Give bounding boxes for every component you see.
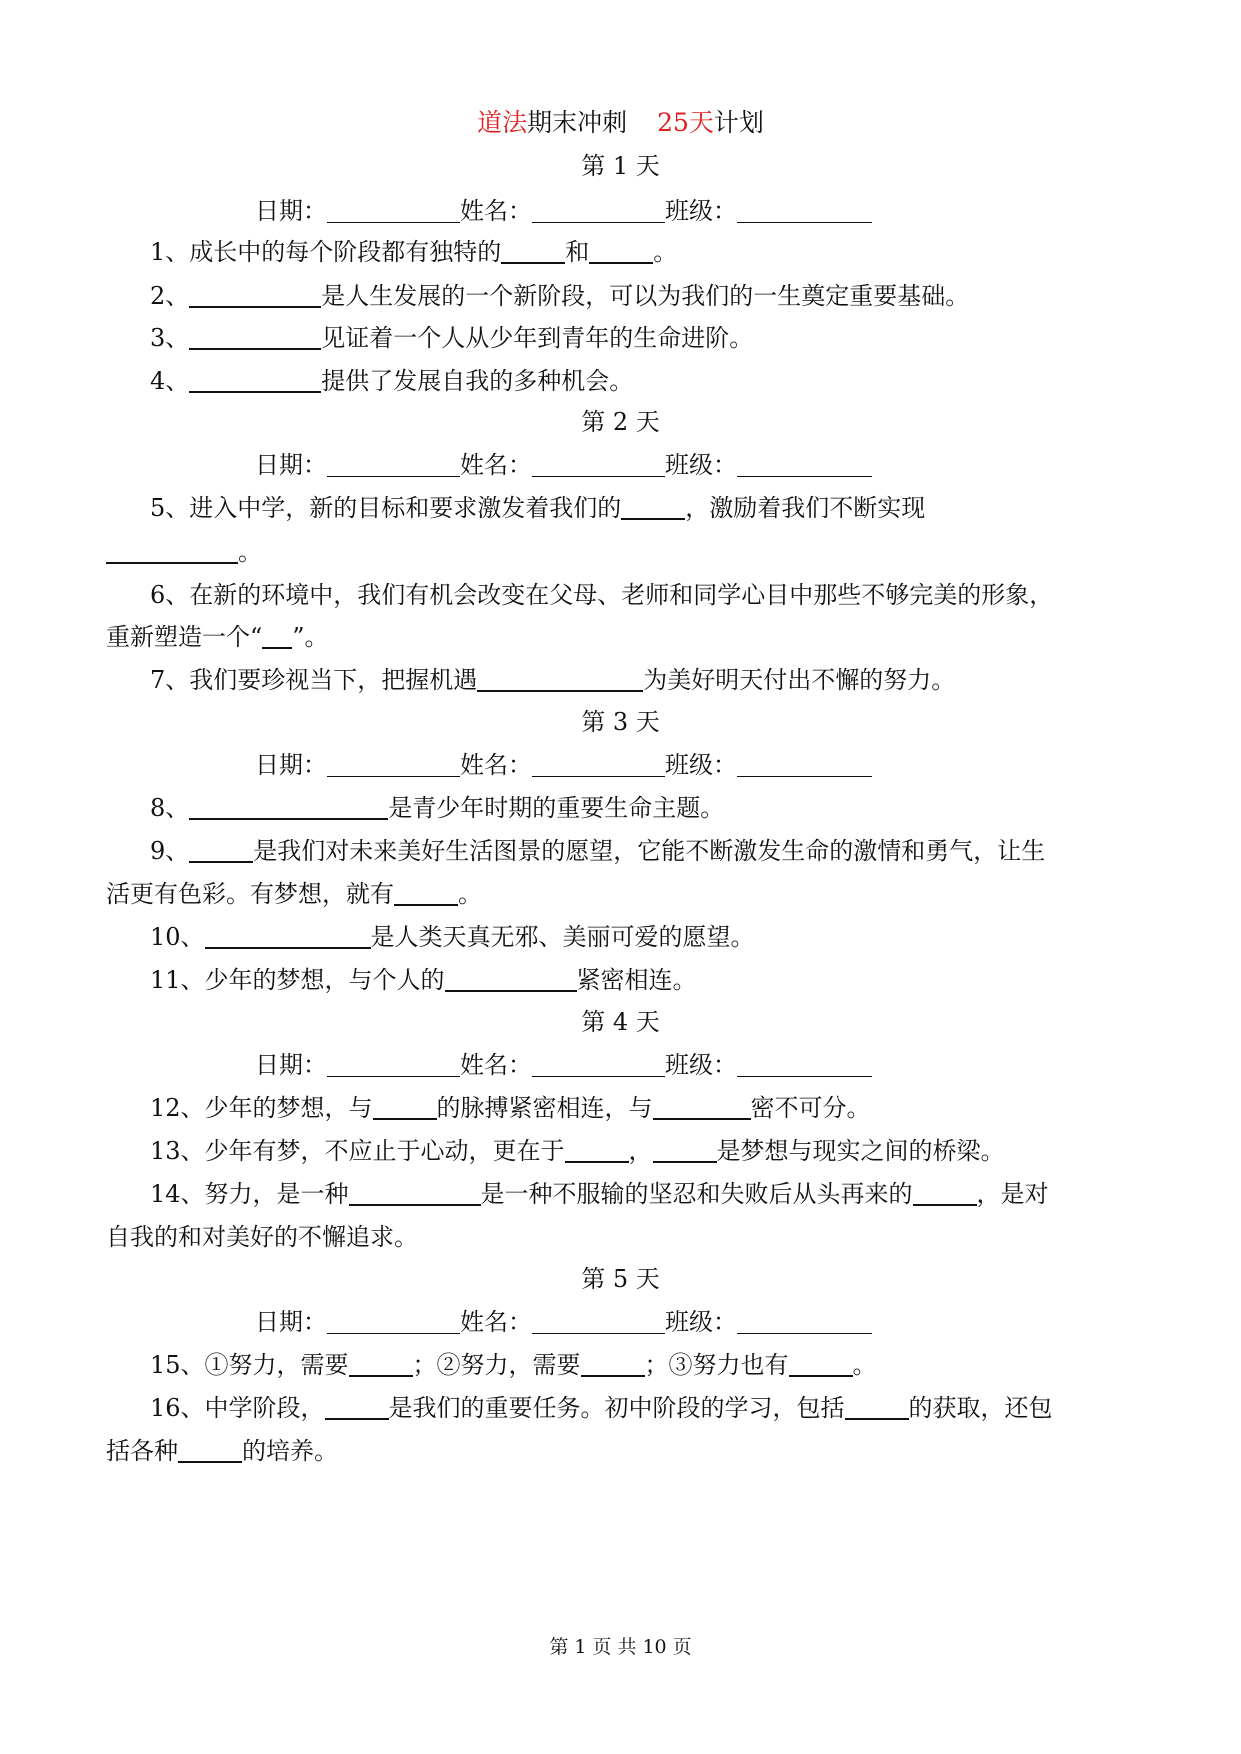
text-segment: 括各种 [106,1437,178,1465]
day-heading: 第 5 天 [581,1265,660,1293]
name-field[interactable] [532,1052,665,1077]
date-field[interactable] [327,452,460,477]
question-2 [150,281,969,311]
text-segment: 。 [653,238,678,266]
text-segment: 姓名： [460,751,532,779]
answer-blank[interactable] [501,238,565,264]
text-segment: 第 [549,1636,569,1658]
text-segment: 15、①努力，需要 [150,1351,349,1379]
answer-blank[interactable] [394,880,458,906]
date-field[interactable] [327,198,460,223]
question-3 [150,323,753,353]
text-segment: 姓名： [460,1051,532,1079]
answer-blank[interactable] [653,1137,717,1163]
answer-blank[interactable] [189,794,388,820]
text-segment: 3、 [150,324,190,352]
text-segment: 。 [238,538,262,566]
question-8 [150,793,724,823]
answer-blank[interactable] [565,1137,629,1163]
answer-blank[interactable] [189,837,253,863]
text-segment: 班级： [665,451,737,479]
text-segment: ”。 [292,623,329,651]
answer-blank[interactable] [106,538,238,564]
text-segment: 1、成长中的每个阶段都有独特的 [150,238,502,266]
text-segment: 5、进入中学，新的目标和要求激发着我们的 [150,494,622,522]
answer-blank[interactable] [621,494,685,520]
date-field[interactable] [327,1052,460,1077]
answer-blank[interactable] [349,1180,481,1206]
answer-blank[interactable] [189,324,321,350]
text-segment: 11、少年的梦想，与个人的 [150,966,445,994]
text-segment: 为美好明天付出不懈的努力。 [643,666,956,694]
text-segment: 页 [672,1636,692,1658]
date-label: 日期： [255,197,327,225]
text-segment: 12、少年的梦想，与 [150,1094,373,1122]
answer-blank[interactable] [373,1094,437,1120]
class-label: 班级： [665,197,737,225]
answer-blank[interactable] [189,367,321,393]
page-number: 1 [574,1636,587,1658]
text-segment: 班级： [665,751,737,779]
title-subject: 道法 [477,108,528,137]
text-segment: 是梦想与现实之间的桥梁。 [716,1137,1005,1165]
text-segment: 的获取，还包 [908,1394,1053,1422]
info-row [255,196,872,226]
text-segment: 是人类天真无邪、美丽可爱的愿望。 [370,923,755,951]
answer-blank[interactable] [205,923,371,949]
info-row [255,750,872,780]
class-field[interactable] [737,752,872,777]
title-main: 期末冲刺 [527,108,628,137]
text-segment: ， [628,1137,653,1165]
text-segment: 是人生发展的一个新阶段，可以为我们的一生奠定重要基础。 [321,282,970,310]
info-row [255,1307,872,1337]
date-field[interactable] [327,752,460,777]
question-14-cont [106,1222,418,1252]
question-5-cont [106,537,262,567]
answer-blank[interactable] [653,1094,751,1120]
title-days: 25天 [657,108,714,137]
answer-blank[interactable] [589,238,653,264]
text-segment: 9、 [150,837,190,865]
question-9 [150,836,1045,866]
answer-blank[interactable] [477,666,643,692]
question-16-cont [106,1436,338,1466]
text-segment: 班级： [665,1308,737,1336]
day-heading: 第 2 天 [581,408,660,436]
answer-blank[interactable] [325,1394,389,1420]
info-row [255,450,872,480]
name-field[interactable] [532,452,665,477]
page-total: 10 [642,1636,667,1658]
text-segment: 14、努力，是一种 [150,1180,349,1208]
text-segment: 13、少年有梦，不应止于心动，更在于 [150,1137,565,1165]
text-segment: 8、 [150,794,190,822]
question-14 [150,1179,1049,1209]
answer-blank[interactable] [178,1437,242,1463]
question-16 [150,1393,1053,1423]
text-segment: 共 [617,1636,637,1658]
text-segment: 自我的和对美好的不懈追求。 [106,1223,418,1251]
text-segment: 4、 [150,367,190,395]
answer-blank[interactable] [445,966,577,992]
text-segment: 是青少年时期的重要生命主题。 [388,794,725,822]
text-segment: 。 [852,1351,877,1379]
name-label: 姓名： [460,197,532,225]
answer-blank[interactable] [845,1394,909,1420]
text-segment: ；②努力，需要 [412,1351,581,1379]
question-4 [150,366,633,396]
text-segment: 姓名： [460,451,532,479]
text-segment: 的脉搏紧密相连，与 [436,1094,653,1122]
day-heading: 第 3 天 [581,708,660,736]
question-5 [150,493,925,523]
answer-blank[interactable] [581,1351,645,1377]
text-segment: 是我们对未来美好生活图景的愿望，它能不断激发生命的激情和勇气，让生 [253,837,1046,865]
name-field[interactable] [532,198,665,223]
page-title [0,108,1241,138]
text-segment: 日期： [255,451,327,479]
answer-blank[interactable] [349,1351,413,1377]
question-13 [150,1136,1005,1166]
text-segment: 活更有色彩。有梦想，就有 [106,880,394,908]
day-heading: 第 1 天 [581,152,660,180]
question-15 [150,1350,877,1380]
answer-blank[interactable] [913,1180,977,1206]
answer-blank[interactable] [789,1351,853,1377]
text-segment: 16、中学阶段， [150,1394,325,1422]
class-field[interactable] [737,1052,872,1077]
text-segment: ，激励着我们不断实现 [685,494,926,522]
text-segment: 密不可分。 [750,1094,871,1122]
text-segment: 日期： [255,1308,327,1336]
question-6-cont [106,622,329,652]
text-segment: ；③努力也有 [644,1351,789,1379]
page-footer [0,1632,1241,1659]
text-segment: ，是对 [976,1180,1049,1208]
question-9-cont [106,879,482,909]
text-segment: 见证着一个人从少年到青年的生命进阶。 [321,324,754,352]
question-11 [150,965,697,995]
text-segment: 和 [565,238,590,266]
class-field[interactable] [737,198,872,223]
text-segment: 2、 [150,282,190,310]
text-segment: 日期： [255,751,327,779]
text-segment: 提供了发展自我的多种机会。 [321,367,634,395]
title-plan: 计划 [713,108,764,137]
text-segment: 7、我们要珍视当下，把握机遇 [150,666,478,694]
answer-blank[interactable] [262,623,292,649]
question-12 [150,1093,871,1123]
text-segment: 的培养。 [242,1437,338,1465]
question-10 [150,922,755,952]
text-segment: 重新塑造一个“ [106,623,263,651]
text-segment: 是一种不服输的坚忍和失败后从头再来的 [480,1180,913,1208]
question-1 [150,237,677,267]
question-6 [150,580,1053,610]
answer-blank[interactable] [189,282,321,308]
question-7 [150,665,955,695]
day-heading: 第 4 天 [581,1008,660,1036]
class-field[interactable] [737,452,872,477]
text-segment: 页 [592,1636,612,1658]
text-segment: 班级： [665,1051,737,1079]
class-field[interactable] [737,1309,872,1334]
name-field[interactable] [532,752,665,777]
text-segment: 10、 [150,923,205,951]
text-segment: 是我们的重要任务。初中阶段的学习，包括 [388,1394,845,1422]
text-segment: 6、在新的环境中，我们有机会改变在父母、老师和同学心目中那些不够完美的形象， [150,581,1054,609]
name-field[interactable] [532,1309,665,1334]
text-segment: 姓名： [460,1308,532,1336]
info-row [255,1050,872,1080]
text-segment: 。 [458,880,482,908]
text-segment: 日期： [255,1051,327,1079]
date-field[interactable] [327,1309,460,1334]
text-segment: 紧密相连。 [576,966,697,994]
